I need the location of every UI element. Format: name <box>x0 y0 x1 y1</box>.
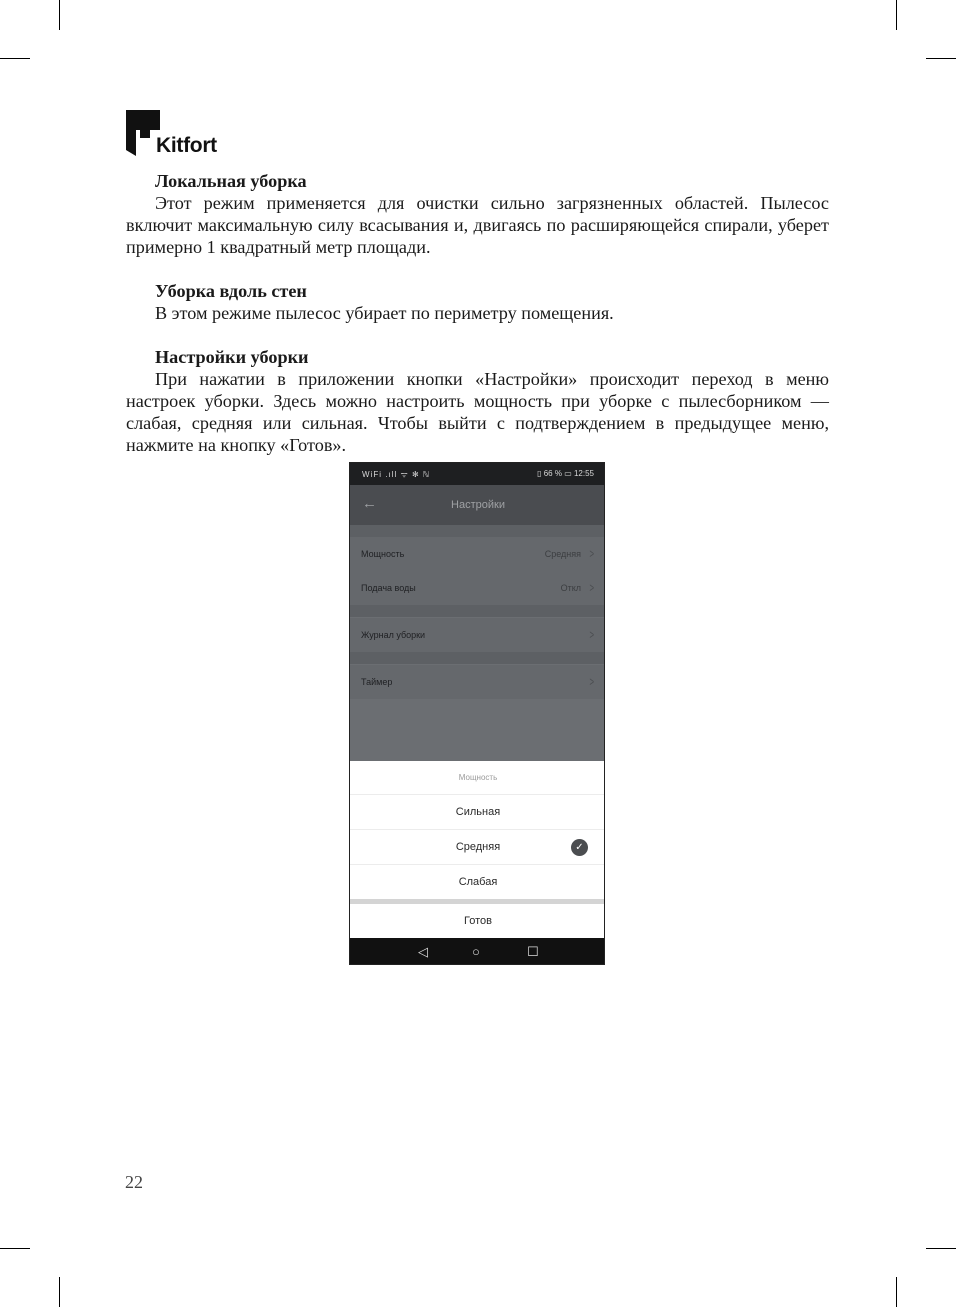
section-paragraph: При нажатии в приложении кнопки «Настройки» происходит переход в меню настроек уборки. Здесь можно настроить мощность при уборке с пылесборником — слабая, средняя или сильная. Чтобы выйти с подтверждением в предыдущее меню, нажмите на кнопку «Готов». <box>126 369 829 455</box>
chevron-right-icon: > <box>589 546 595 561</box>
app-bar <box>350 485 605 525</box>
row-label: Мощность <box>361 549 405 559</box>
option-weak[interactable]: Слабая <box>350 864 605 899</box>
home-circle-icon[interactable]: ○ <box>472 944 480 959</box>
done-button[interactable]: Готов <box>350 904 605 938</box>
screen-title: Настройки <box>451 499 505 511</box>
settings-row-timer[interactable] <box>350 665 605 699</box>
crop-mark <box>926 1248 956 1249</box>
row-value: Средняя <box>544 549 581 559</box>
row-label: Таймер <box>361 677 393 687</box>
divider <box>350 652 605 664</box>
row-label: Подача воды <box>361 583 416 593</box>
section-heading: Уборка вдоль стен <box>155 281 307 301</box>
chevron-right-icon: > <box>589 627 595 642</box>
option-label: Средняя <box>455 841 501 853</box>
row-value: Откл <box>560 583 581 593</box>
section-paragraph: Этот режим применяется для очистки сильно загрязненных областей. Пылесос включит максимальную силу всасывания и, двигаясь по расширяющейся спирали, уберет примерно 1 квадратный метр площади. <box>126 193 829 257</box>
section-local-cleaning <box>126 170 829 258</box>
section-heading: Настройки уборки <box>155 347 309 367</box>
settings-row-log[interactable] <box>350 618 605 652</box>
crop-mark <box>926 58 956 59</box>
sheet-title: Мощность <box>458 773 498 782</box>
divider <box>350 525 605 537</box>
page-number: 22 <box>125 1172 143 1192</box>
settings-row-power[interactable] <box>350 537 605 571</box>
nav-bar <box>350 938 605 965</box>
section-cleaning-settings <box>126 346 829 456</box>
recents-square-icon[interactable]: ☐ <box>527 944 539 959</box>
status-bar <box>350 463 605 485</box>
status-icons: WiFi .ıll ᯤ ✻ ℕ <box>362 470 431 479</box>
crop-mark <box>896 1277 897 1307</box>
section-heading: Локальная уборка <box>155 171 307 191</box>
crop-mark <box>896 0 897 30</box>
chevron-right-icon: > <box>589 580 595 595</box>
chevron-right-icon: > <box>589 674 595 689</box>
crop-mark <box>0 1248 30 1249</box>
check-icon: ✓ <box>571 839 588 856</box>
section-wall-cleaning <box>126 280 829 324</box>
settings-row-water[interactable] <box>350 571 605 605</box>
crop-mark <box>0 58 30 59</box>
divider <box>350 605 605 617</box>
kitfort-logo <box>126 108 246 158</box>
app-screenshot <box>349 462 605 965</box>
status-battery-time: ▯ 66 % ▭ 12:55 <box>537 469 594 478</box>
crop-mark <box>59 1277 60 1307</box>
back-triangle-icon[interactable]: ◁ <box>418 944 428 959</box>
crop-mark <box>59 0 60 30</box>
back-arrow-icon[interactable]: ← <box>362 495 377 512</box>
section-paragraph: В этом режиме пылесос убирает по периметру помещения. <box>155 303 614 323</box>
option-strong[interactable]: Сильная <box>350 794 605 829</box>
brand-name: Kitfort <box>156 134 217 157</box>
option-medium[interactable] <box>350 829 605 864</box>
row-label: Журнал уборки <box>361 630 426 640</box>
